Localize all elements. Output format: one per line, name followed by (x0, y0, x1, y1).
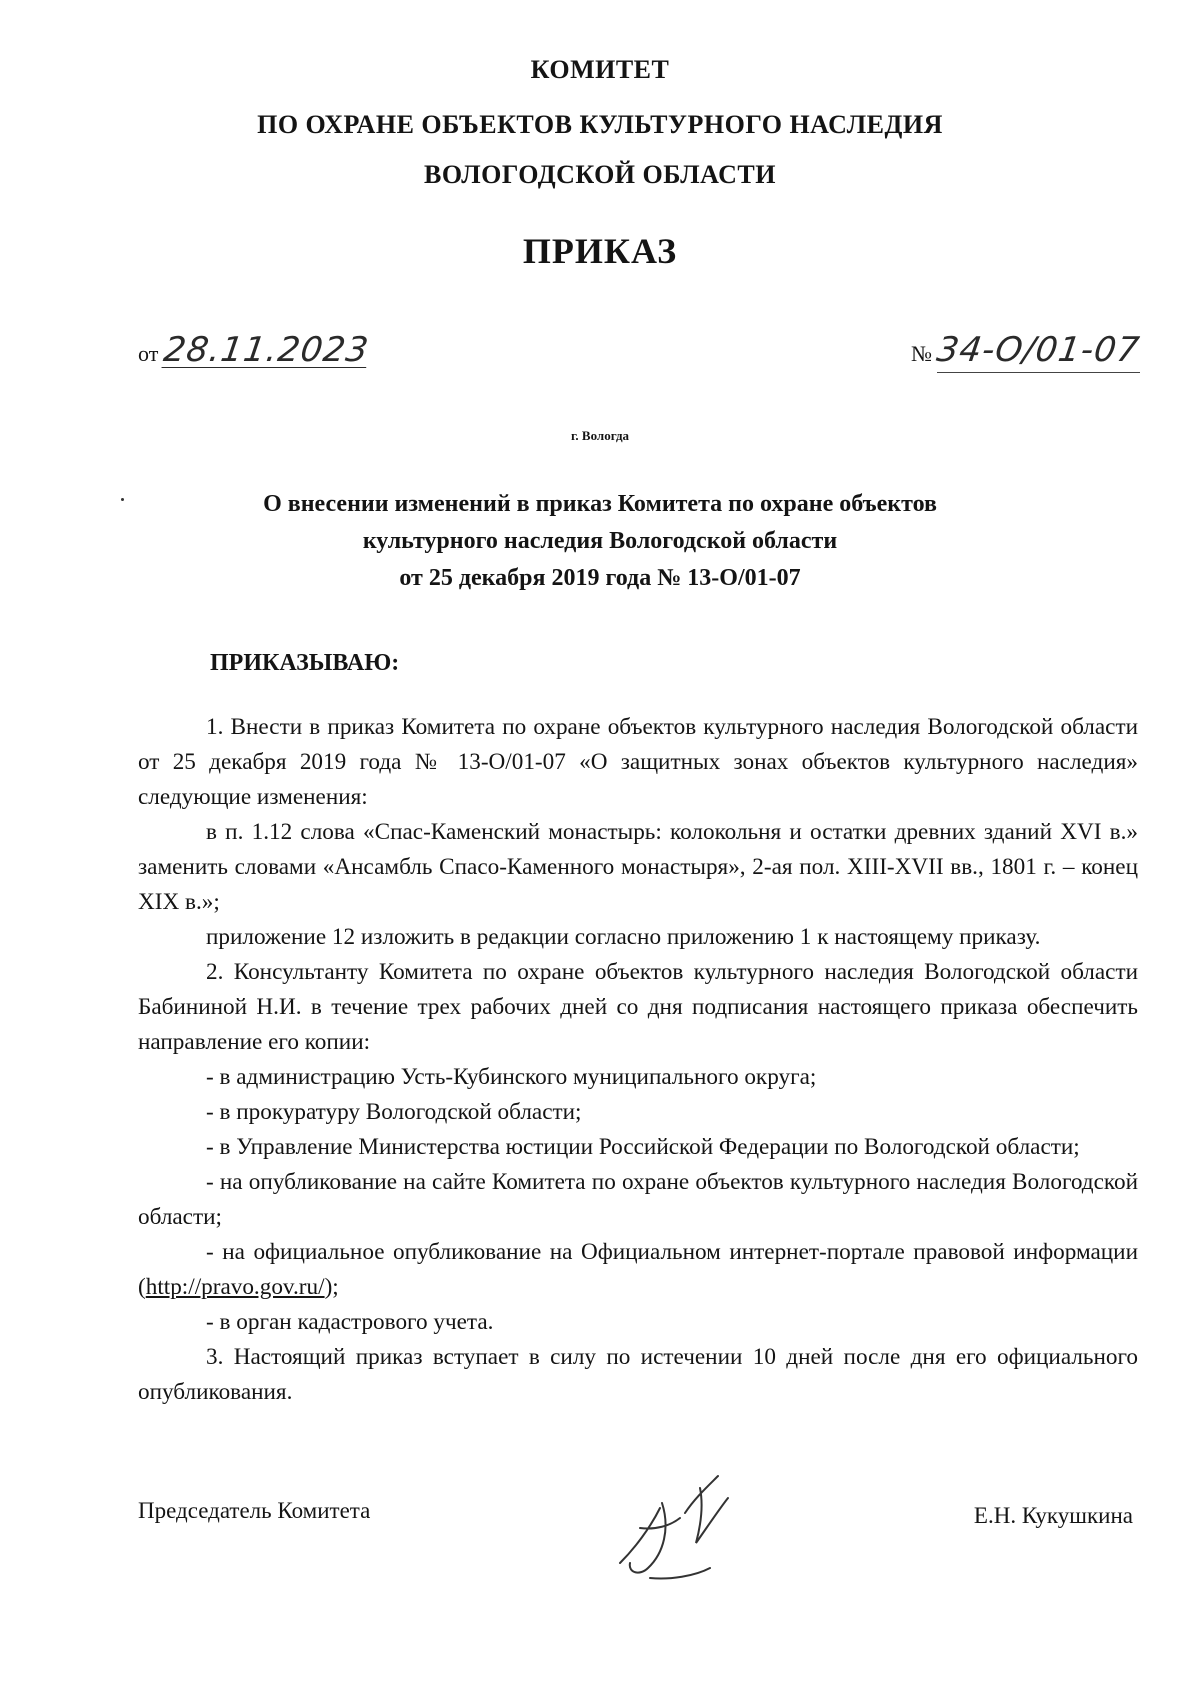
subject-line-2: культурного наследия Вологодской области (362, 528, 838, 554)
org-name-line-2: ПО ОХРАНЕ ОБЪЕКТОВ КУЛЬТУРНОГО НАСЛЕДИЯ (257, 110, 943, 139)
paragraph-3: 3. Настоящий приказ вступает в силу по истечении 10 дней после дня его официального опубликования. (138, 1344, 1138, 1405)
paragraph-1: 1. Внести в приказ Комитета по охране объектов культурного наследия Вологодской области от 25 декабря 2019 года № 13-О/01-07 «О защитных зонах объектов культурного наследия» следующие изменения: (138, 714, 1138, 810)
handwritten-date: 28.11.2023 (161, 330, 372, 370)
number-prefix: № (910, 341, 932, 366)
handwritten-number: 34-О/01-07 (934, 330, 1143, 370)
signatory-position: Председатель Комитета (138, 1498, 371, 1523)
paragraph-1a: в п. 1.12 слова «Спас-Каменский монастырь: колокольня и остатки древних зданий XVI в.» заменить словами «Ансамбль Спасо-Каменного монастыря», 2-ая пол. XIII-XVII вв., 1801 г. – конец XIX в.»; (138, 819, 1138, 915)
city-label: г. Вологда (570, 428, 630, 443)
paragraph-2e-text: - на официальное опубликование на Официальном интернет-портале правовой информации ( (138, 1239, 1138, 1300)
paragraph-2b: - в прокуратуру Вологодской области; (206, 1099, 582, 1125)
paragraph-1b: приложение 12 изложить в редакции согласно приложению 1 к настоящему приказу. (206, 924, 1041, 950)
subject-line-1: О внесении изменений в приказ Комитета по охране объектов (263, 491, 937, 517)
date-field (138, 330, 372, 370)
pravo-link[interactable]: http://pravo.gov.ru/ (145, 1274, 325, 1300)
org-name-line-1: КОМИТЕТ (530, 55, 670, 84)
paragraph-2e (138, 1235, 1138, 1305)
order-word: ПРИКАЗЫВАЮ: (210, 650, 400, 676)
paragraph-2e-end: ); (324, 1274, 339, 1300)
paragraph-2a: - в администрацию Усть-Кубинского муниципального округа; (206, 1064, 817, 1090)
paragraph-2c: - в Управление Министерства юстиции Российской Федерации по Вологодской области; (206, 1134, 1080, 1160)
paragraph-2: 2. Консультанту Комитета по охране объектов культурного наследия Вологодской области Бабининой Н.И. в течение трех рабочих дней со дня подписания настоящего приказа обеспечить направление его копии: (138, 959, 1138, 1055)
date-prefix: от (138, 341, 159, 366)
signatory-name: Е.Н. Кукушкина (973, 1503, 1133, 1528)
org-name-line-3: ВОЛОГОДСКОЙ ОБЛАСТИ (424, 160, 776, 189)
order-body (138, 710, 1138, 1410)
subject-heading (0, 486, 1200, 597)
number-field (910, 330, 1143, 373)
handwritten-signature (600, 1468, 770, 1588)
paragraph-2d: - на опубликование на сайте Комитета по охране объектов культурного наследия Вологодской области; (138, 1169, 1138, 1230)
paragraph-2f: - в орган кадастрового учета. (206, 1309, 494, 1335)
document-type-title: ПРИКАЗ (522, 231, 678, 271)
signature-block (0, 1478, 1200, 1598)
subject-line-3: от 25 декабря 2019 года № 13-О/01-07 (399, 565, 801, 591)
